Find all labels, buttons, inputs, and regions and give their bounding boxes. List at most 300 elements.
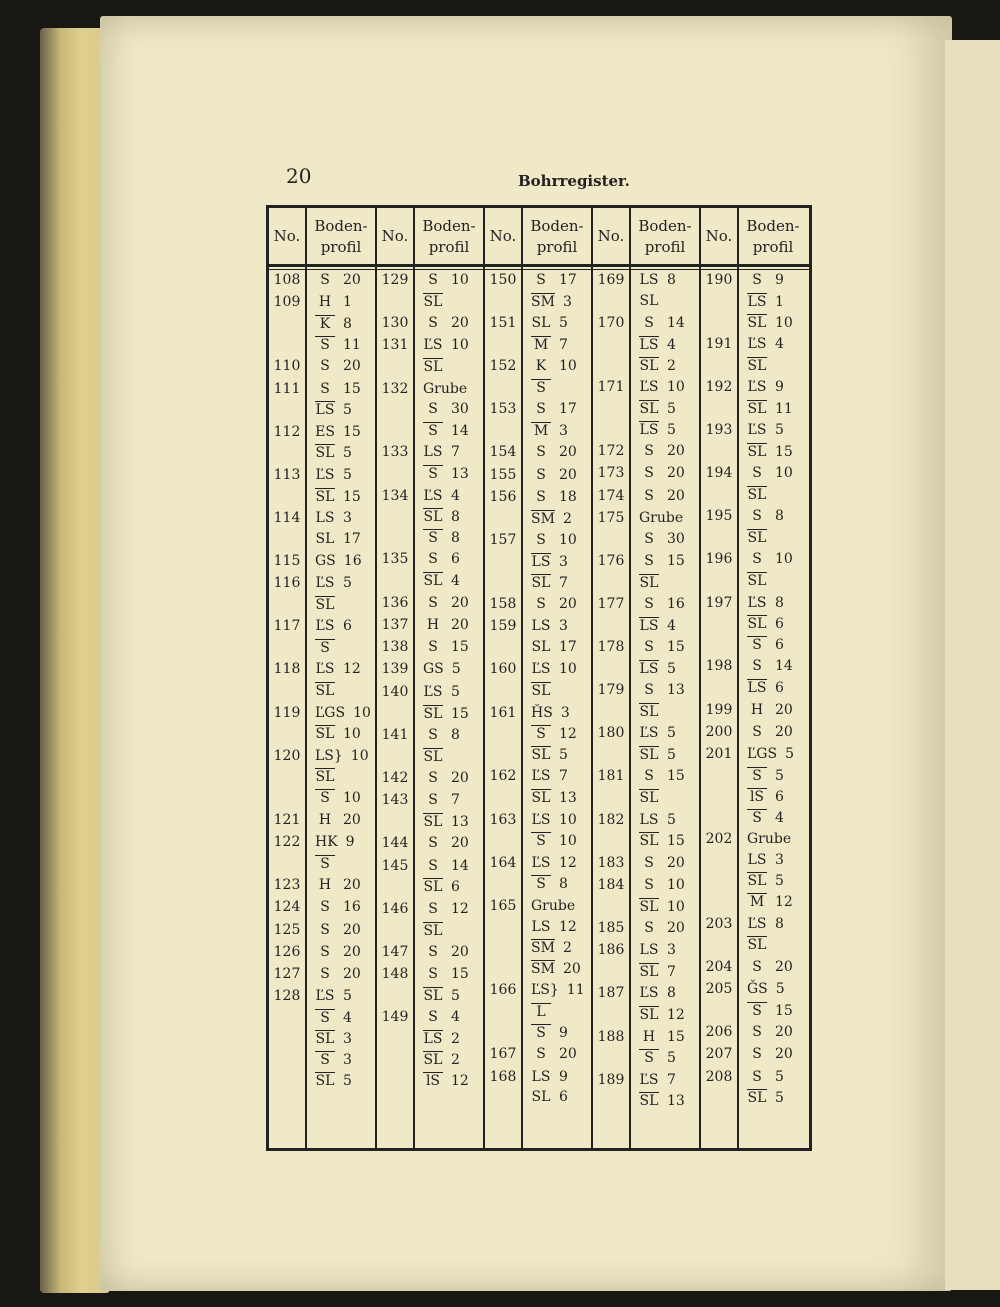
no-divider xyxy=(413,208,415,1148)
depth-value: 8 xyxy=(775,508,784,525)
soil-code: SL xyxy=(315,530,335,547)
soil-code: SL xyxy=(423,705,443,722)
depth-value: 12 xyxy=(451,900,469,917)
soil-profile-line xyxy=(747,529,807,546)
soil-code: M xyxy=(531,336,551,353)
depth-value: 10 xyxy=(451,337,469,354)
soil-profile-line xyxy=(639,855,699,871)
soil-profile-line xyxy=(531,639,591,655)
soil-code: LS xyxy=(315,402,335,419)
soil-code: SL xyxy=(639,292,659,309)
row-number: 164 xyxy=(489,854,517,871)
soil-profile-line xyxy=(315,812,375,828)
soil-code: LS xyxy=(747,680,767,697)
soil-code: S xyxy=(428,726,438,743)
soil-profile-line xyxy=(531,401,591,417)
soil-profile-line xyxy=(315,510,375,526)
soil-code: ĽS xyxy=(315,575,335,592)
row-number: 150 xyxy=(489,272,517,288)
depth-value: 20 xyxy=(559,444,577,461)
depth-value: 20 xyxy=(775,958,793,975)
soil-code: ĽS xyxy=(747,422,767,439)
soil-code: SL xyxy=(531,747,551,764)
soil-profile-line xyxy=(423,337,483,353)
depth-value: 9 xyxy=(775,272,784,288)
soil-code: S xyxy=(536,401,546,418)
soil-profile-line xyxy=(423,508,483,525)
soil-code: SL xyxy=(639,704,659,720)
depth-value: 20 xyxy=(559,466,577,483)
soil-code: S xyxy=(423,422,443,439)
soil-code: S xyxy=(428,594,438,611)
soil-code: H xyxy=(750,701,764,718)
depth-value: 8 xyxy=(667,985,676,1002)
no-divider xyxy=(629,208,631,1148)
row-number: 205 xyxy=(705,980,733,997)
soil-profile-line xyxy=(639,574,699,591)
row-number: 136 xyxy=(381,594,409,611)
depth-value: 3 xyxy=(560,704,570,721)
soil-profile-line xyxy=(639,531,699,547)
soil-profile-line xyxy=(423,901,483,917)
soil-code: S xyxy=(320,943,330,960)
row-number: 186 xyxy=(597,942,625,959)
soil-profile-line xyxy=(747,1089,807,1106)
depth-value: 30 xyxy=(451,401,469,418)
depth-value: 20 xyxy=(451,943,469,960)
soil-code: ĽS xyxy=(747,379,767,395)
soil-profile-line xyxy=(747,1024,807,1040)
soil-profile-line xyxy=(315,639,375,656)
soil-code: SL xyxy=(747,937,767,954)
soil-code: ĽS xyxy=(747,594,767,611)
soil-profile-line xyxy=(639,920,699,936)
soil-code: SL xyxy=(639,357,659,374)
soil-code: ĽS xyxy=(423,337,443,354)
depth-value: 4 xyxy=(451,573,460,590)
header-no: No. xyxy=(381,227,409,245)
depth-value: 10 xyxy=(353,704,371,721)
row-number: 172 xyxy=(597,442,625,459)
soil-code: SL xyxy=(315,488,335,505)
depth-value: 7 xyxy=(559,574,568,591)
soil-profile-line xyxy=(315,922,375,938)
depth-value: 4 xyxy=(667,336,676,353)
row-number: 115 xyxy=(273,552,301,569)
row-number: 207 xyxy=(705,1046,733,1063)
depth-value: 4 xyxy=(451,487,460,504)
depth-value: 12 xyxy=(559,918,577,935)
soil-profile-line xyxy=(423,792,483,808)
soil-profile-line xyxy=(639,1029,699,1045)
depth-value: 2 xyxy=(667,357,676,374)
soil-code: SL xyxy=(315,597,335,613)
header-bodenprofil-line: profil xyxy=(752,238,794,256)
depth-value: 20 xyxy=(775,1024,793,1040)
soil-code: S xyxy=(747,767,767,784)
header-rule xyxy=(269,264,809,267)
row-number: 192 xyxy=(705,379,733,395)
depth-value: 6 xyxy=(775,680,784,697)
depth-value: 2 xyxy=(562,940,572,957)
soil-profile-line xyxy=(423,1030,483,1047)
depth-value: 6 xyxy=(775,637,784,654)
depth-value: 5 xyxy=(775,980,785,997)
soil-profile-line xyxy=(315,966,375,982)
depth-value: 7 xyxy=(451,444,460,461)
depth-value: 5 xyxy=(451,683,460,700)
soil-profile-line xyxy=(747,658,807,674)
soil-profile-line xyxy=(747,767,807,784)
header-bodenprofil-line: Boden- xyxy=(638,217,692,235)
soil-code: SL xyxy=(531,683,551,700)
soil-profile-line xyxy=(639,682,699,698)
soil-profile-line xyxy=(315,834,375,850)
soil-code: Grube xyxy=(423,380,468,397)
depth-value: 15 xyxy=(775,1002,793,1019)
soil-code: ĽGS xyxy=(747,746,778,763)
soil-profile-line xyxy=(747,809,807,826)
row-number: 109 xyxy=(273,294,301,311)
soil-profile-line xyxy=(639,963,699,980)
soil-profile-line xyxy=(315,899,375,915)
row-number: 129 xyxy=(381,272,409,288)
depth-value: 4 xyxy=(343,1010,352,1027)
depth-value: 5 xyxy=(451,987,460,1004)
soil-profile-line xyxy=(639,465,699,481)
row-number: 165 xyxy=(489,897,517,914)
soil-code: S xyxy=(428,401,438,418)
depth-value: 12 xyxy=(559,854,577,871)
soil-profile-line xyxy=(423,401,483,417)
soil-code: S xyxy=(531,379,551,396)
soil-code: SM xyxy=(531,961,555,978)
depth-value: 16 xyxy=(343,899,361,916)
depth-value: 15 xyxy=(667,833,685,850)
depth-value: 12 xyxy=(775,894,793,911)
no-divider xyxy=(305,208,307,1148)
soil-profile-line xyxy=(747,746,807,762)
row-number: 206 xyxy=(705,1024,733,1040)
soil-code: SL xyxy=(747,1090,767,1107)
row-number: 145 xyxy=(381,857,409,874)
depth-value: 13 xyxy=(667,682,685,699)
soil-profile-line xyxy=(423,878,483,895)
row-number: 200 xyxy=(705,723,733,740)
depth-value: 9 xyxy=(559,1025,568,1041)
soil-code: LS xyxy=(639,336,659,353)
soil-code: SL xyxy=(747,357,767,374)
row-number: 151 xyxy=(489,315,517,332)
soil-code: SL xyxy=(747,873,767,890)
depth-value: 8 xyxy=(775,915,784,932)
soil-profile-line xyxy=(747,893,807,910)
soil-profile-line xyxy=(531,1089,591,1105)
depth-value: 15 xyxy=(775,443,793,460)
row-number: 191 xyxy=(705,335,733,352)
soil-profile-line xyxy=(639,379,699,395)
row-number: 179 xyxy=(597,682,625,699)
depth-value: 10 xyxy=(559,811,577,828)
no-divider xyxy=(521,208,523,1148)
soil-profile-line xyxy=(531,618,591,634)
soil-code: LS xyxy=(531,1068,551,1085)
soil-code: H xyxy=(426,616,440,633)
row-number: 148 xyxy=(381,966,409,983)
soil-profile-line xyxy=(639,639,699,655)
soil-profile-line xyxy=(531,467,591,483)
row-number: 168 xyxy=(489,1068,517,1085)
soil-profile-line xyxy=(747,486,807,503)
soil-profile-line xyxy=(531,682,591,699)
row-number: 176 xyxy=(597,552,625,569)
soil-profile-line xyxy=(315,424,375,440)
depth-value: 9 xyxy=(559,1068,568,1085)
soil-profile-line xyxy=(639,1092,699,1109)
soil-code: LS xyxy=(423,1031,443,1047)
row-number: 108 xyxy=(273,272,301,288)
soil-code: SL xyxy=(315,1072,335,1089)
soil-profile-line xyxy=(315,661,375,677)
row-number: 155 xyxy=(489,466,517,483)
row-number: 183 xyxy=(597,854,625,871)
depth-value: 3 xyxy=(775,851,784,868)
soil-code: ĽS} xyxy=(531,982,559,999)
row-number: 144 xyxy=(381,835,409,852)
soil-profile-line xyxy=(531,379,591,396)
soil-code: S xyxy=(536,272,546,288)
depth-value: 6 xyxy=(451,879,460,896)
soil-code: S xyxy=(644,487,654,504)
depth-value: 5 xyxy=(343,445,352,462)
header-bodenprofil-line: Boden- xyxy=(530,217,584,235)
soil-profile-line xyxy=(315,336,375,353)
soil-code: GS xyxy=(423,661,444,678)
soil-profile-line xyxy=(639,1049,699,1066)
depth-value: 6 xyxy=(775,788,784,805)
soil-code: SL xyxy=(639,898,659,915)
page-number: 20 xyxy=(286,164,312,188)
soil-code: H xyxy=(318,294,332,311)
row-number: 195 xyxy=(705,508,733,525)
soil-profile-line xyxy=(315,1030,375,1047)
no-divider xyxy=(737,208,739,1148)
soil-code: SL xyxy=(423,1051,443,1068)
soil-profile-line xyxy=(423,684,483,700)
soil-code: S xyxy=(752,658,762,675)
row-number: 199 xyxy=(705,701,733,718)
soil-code: SL xyxy=(531,574,551,591)
depth-value: 10 xyxy=(559,661,577,678)
soil-code: lS xyxy=(423,1072,443,1089)
soil-code: ĽS xyxy=(531,854,551,871)
soil-profile-line xyxy=(531,855,591,871)
soil-code: ĽS xyxy=(315,988,335,1005)
header-bodenprofil-line: profil xyxy=(428,238,470,256)
depth-value: 17 xyxy=(343,530,361,547)
depth-value: 10 xyxy=(343,790,361,807)
bohrregister-table xyxy=(266,205,812,1151)
soil-profile-line xyxy=(315,1072,375,1089)
soil-code: S xyxy=(747,636,767,653)
soil-code: SL xyxy=(531,1089,551,1106)
header-bodenprofil-line: Boden- xyxy=(422,217,476,235)
depth-value: 20 xyxy=(451,769,469,786)
depth-value: 17 xyxy=(559,639,577,656)
soil-profile-line xyxy=(747,636,807,653)
soil-profile-line xyxy=(639,293,699,309)
depth-value: 13 xyxy=(559,790,577,807)
soil-code: LS xyxy=(747,851,767,868)
depth-value: 5 xyxy=(667,421,676,438)
depth-value: 15 xyxy=(343,488,361,505)
depth-value: 11 xyxy=(775,400,793,417)
depth-value: 10 xyxy=(451,272,469,288)
row-number: 203 xyxy=(705,915,733,932)
depth-value: 8 xyxy=(451,509,460,526)
depth-value: 16 xyxy=(343,552,362,569)
row-number: 119 xyxy=(273,704,301,721)
soil-code: S xyxy=(644,596,654,612)
depth-value: 5 xyxy=(667,660,676,677)
depth-value: 6 xyxy=(451,551,460,568)
soil-profile-line xyxy=(747,465,807,481)
soil-profile-line xyxy=(531,746,591,763)
soil-profile-line xyxy=(423,835,483,851)
soil-profile-line xyxy=(639,703,699,720)
row-number: 131 xyxy=(381,337,409,354)
depth-value: 17 xyxy=(559,401,577,418)
soil-code: ĽS xyxy=(531,661,551,678)
soil-code: LS xyxy=(639,811,659,828)
soil-code: S xyxy=(644,315,654,332)
soil-code: H xyxy=(318,876,332,893)
soil-profile-line xyxy=(315,618,375,634)
header-bodenprofil xyxy=(521,216,593,258)
soil-profile-line xyxy=(639,488,699,504)
header-no: No. xyxy=(597,227,625,245)
depth-value: 20 xyxy=(775,723,793,740)
soil-code: LS xyxy=(639,421,659,438)
depth-value: 14 xyxy=(451,857,469,874)
soil-profile-line xyxy=(639,272,699,288)
soil-profile-line xyxy=(315,596,375,613)
soil-profile-line xyxy=(315,358,375,374)
soil-profile-line xyxy=(531,982,591,998)
soil-code: S xyxy=(644,682,654,699)
soil-profile-line xyxy=(423,966,483,982)
depth-value: 9 xyxy=(345,833,355,850)
row-number: 135 xyxy=(381,551,409,568)
soil-code: S xyxy=(644,639,654,656)
soil-code: S xyxy=(315,855,335,872)
soil-profile-line xyxy=(747,272,807,288)
soil-code: LS xyxy=(747,293,767,310)
soil-code: SL xyxy=(531,315,551,332)
soil-code: S xyxy=(428,966,438,983)
soil-profile-line xyxy=(639,768,699,784)
soil-profile-line xyxy=(423,444,483,460)
depth-value: 8 xyxy=(343,316,352,333)
soil-profile-line xyxy=(639,725,699,741)
column-divider xyxy=(591,208,593,1148)
depth-value: 5 xyxy=(559,747,568,764)
soil-code: LS xyxy=(315,509,335,526)
depth-value: 15 xyxy=(343,423,361,440)
soil-profile-line xyxy=(315,272,375,288)
soil-profile-line xyxy=(315,1009,375,1026)
soil-profile-line xyxy=(423,922,483,939)
soil-code: S xyxy=(315,336,335,353)
soil-code: S xyxy=(644,552,654,569)
depth-value: 3 xyxy=(559,618,568,635)
soil-code: SL xyxy=(423,509,443,526)
soil-code: S xyxy=(752,465,762,482)
row-number: 160 xyxy=(489,661,517,678)
depth-value: 20 xyxy=(667,465,685,482)
soil-code: S xyxy=(536,596,546,612)
depth-value: 20 xyxy=(451,315,469,332)
depth-value: 4 xyxy=(667,617,676,634)
depth-value: 20 xyxy=(667,442,685,459)
depth-value: 20 xyxy=(559,1046,577,1063)
soil-code: ĽS xyxy=(747,335,767,352)
depth-value: 11 xyxy=(343,336,361,353)
depth-value: 8 xyxy=(451,726,460,743)
row-number: 149 xyxy=(381,1009,409,1026)
row-number: 139 xyxy=(381,661,409,678)
soil-profile-line xyxy=(747,981,807,997)
soil-code: LS xyxy=(639,617,659,634)
header-bodenprofil xyxy=(629,216,701,258)
soil-profile-line xyxy=(315,705,375,721)
soil-profile-line xyxy=(747,379,807,395)
row-number: 111 xyxy=(273,380,301,397)
depth-value: 10 xyxy=(775,465,793,482)
soil-profile-line xyxy=(423,858,483,874)
row-number: 182 xyxy=(597,811,625,828)
depth-value: 10 xyxy=(667,379,685,395)
depth-value: 5 xyxy=(775,873,784,890)
header-bodenprofil-line: profil xyxy=(320,238,362,256)
soil-code: LS xyxy=(639,942,659,959)
depth-value: 20 xyxy=(451,594,469,611)
depth-value: 20 xyxy=(343,358,361,375)
header-no: No. xyxy=(273,227,301,245)
soil-profile-line xyxy=(639,553,699,569)
row-number: 123 xyxy=(273,876,301,893)
soil-code: S xyxy=(428,551,438,568)
depth-value: 5 xyxy=(775,422,784,439)
soil-profile-line xyxy=(315,467,375,483)
row-number: 138 xyxy=(381,639,409,656)
row-number: 134 xyxy=(381,487,409,504)
soil-profile-line xyxy=(747,508,807,524)
header-bodenprofil xyxy=(305,216,377,258)
soil-profile-line xyxy=(639,596,699,612)
row-number: 127 xyxy=(273,966,301,983)
soil-code: S xyxy=(752,508,762,525)
soil-code: SL xyxy=(747,487,767,503)
soil-profile-line xyxy=(423,727,483,743)
depth-value: 3 xyxy=(343,1051,352,1068)
soil-code: SL xyxy=(747,314,767,331)
depth-value: 20 xyxy=(667,854,685,871)
soil-code: H xyxy=(318,811,332,828)
soil-profile-line xyxy=(531,661,591,677)
depth-value: 8 xyxy=(775,594,784,611)
soil-code: L xyxy=(531,1003,551,1020)
